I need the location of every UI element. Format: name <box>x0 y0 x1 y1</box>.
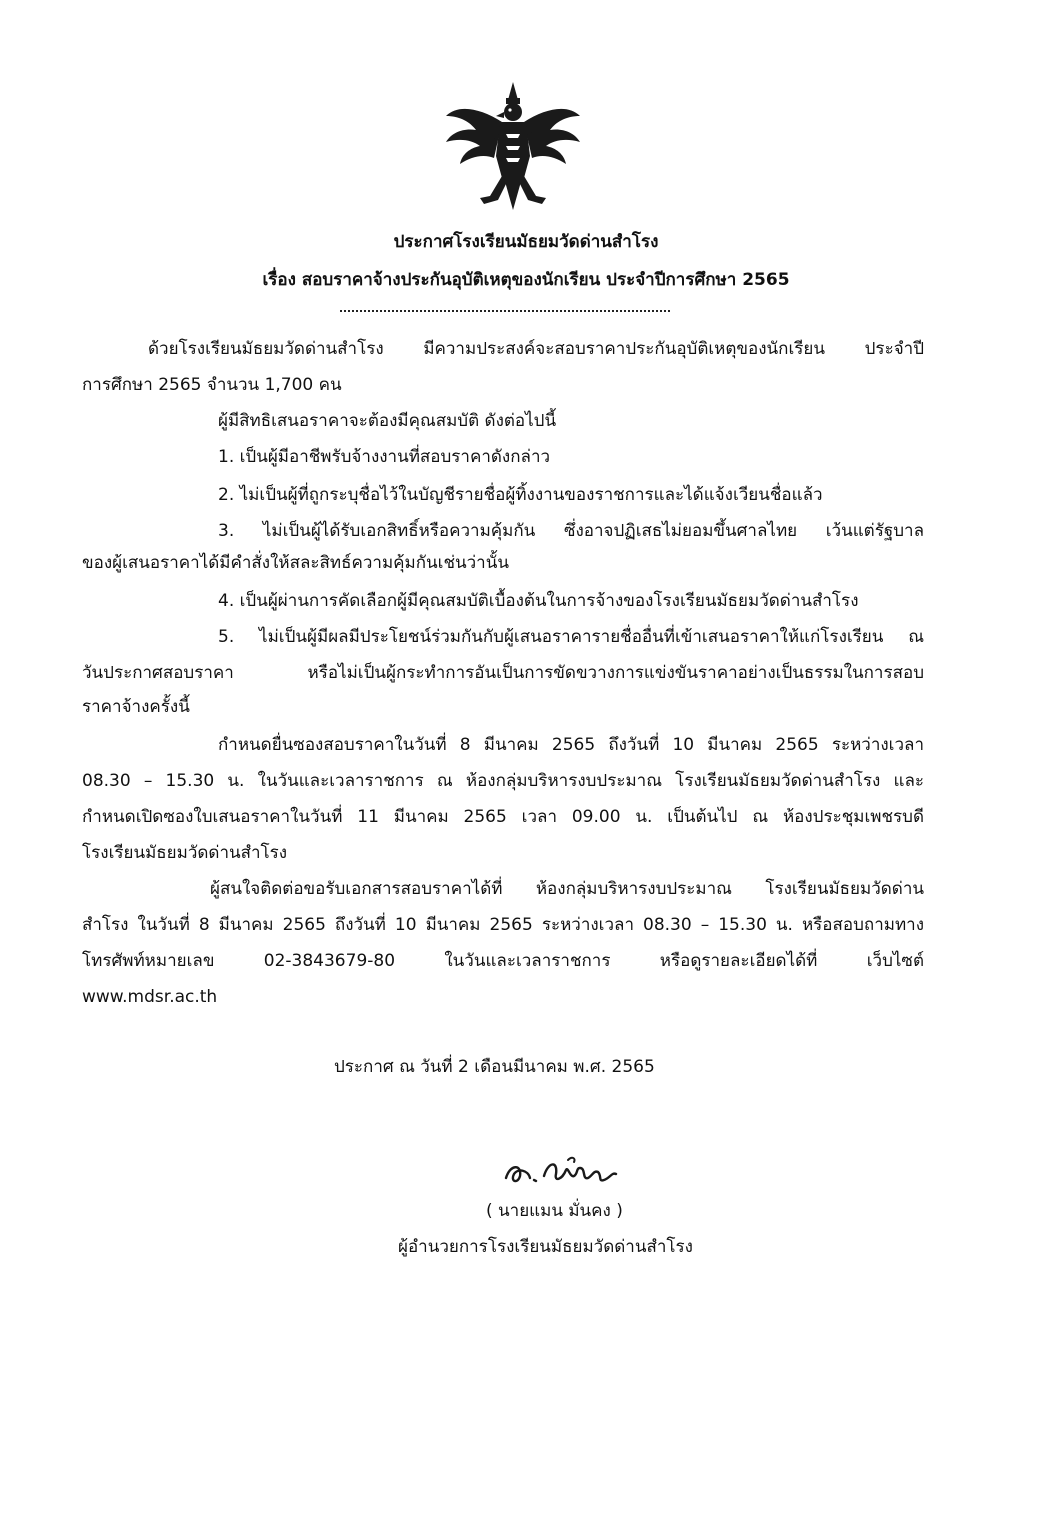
qualification-item-2: 2. ไม่เป็นผู้ที่ถูกระบุชื่อไว้ในบัญชีรายชื่อผู้ทิ้งงานของราชการและได้แจ้งเวียนชื่อแล้ว <box>218 485 823 505</box>
qualification-item-5-line-2: วันประกาศสอบราคา หรือไม่เป็นผู้กระทำการอันเป็นการขัดขวางการแข่งขันราคาอย่างเป็นธรรมในการสอบ <box>82 663 924 683</box>
signer-title: ผู้อำนวยการโรงเรียนมัธยมวัดด่านสำโรง <box>398 1237 693 1257</box>
website-link[interactable]: www.mdsr.ac.th <box>82 987 218 1007</box>
schedule-line-1: กำหนดยื่นซองสอบราคาในวันที่ 8 มีนาคม 2565 ถึงวันที่ 10 มีนาคม 2565 ระหว่างเวลา <box>218 735 924 755</box>
qualification-item-3-line-1: 3. ไม่เป็นผู้ได้รับเอกสิทธิ์หรือความคุ้มกัน ซึ่งอาจปฏิเสธไม่ยอมขึ้นศาลไทย เว้นแต่รัฐบาล <box>218 521 924 541</box>
qualification-item-4: 4. เป็นผู้ผ่านการคัดเลือกผู้มีคุณสมบัติเบื้องต้นในการจ้างของโรงเรียนมัธยมวัดด่านสำโรง <box>218 591 859 611</box>
signer-name: ( นายแมน มั่นคง ) <box>486 1201 623 1221</box>
contact-line-2: สำโรง ในวันที่ 8 มีนาคม 2565 ถึงวันที่ 10 มีนาคม 2565 ระหว่างเวลา 08.30 – 15.30 น. หรือสอบถามทาง <box>82 915 924 935</box>
signature-icon <box>500 1150 650 1190</box>
qualification-item-1: 1. เป็นผู้มีอาชีพรับจ้างงานที่สอบราคาดังกล่าว <box>218 447 551 467</box>
qualification-heading: ผู้มีสิทธิเสนอราคาจะต้องมีคุณสมบัติ ดังต่อไปนี้ <box>218 411 557 431</box>
intro-line-2: การศึกษา 2565 จำนวน 1,700 คน <box>82 375 342 395</box>
page-title: ประกาศโรงเรียนมัธยมวัดด่านสำโรง <box>393 232 659 252</box>
announcement-date: ประกาศ ณ วันที่ 2 เดือนมีนาคม พ.ศ. 2565 <box>334 1057 655 1077</box>
qualification-item-5-line-3: ราคาจ้างครั้งนี้ <box>82 697 190 717</box>
schedule-line-3: กำหนดเปิดซองใบเสนอราคาในวันที่ 11 มีนาคม 2565 เวลา 09.00 น. เป็นต้นไป ณ ห้องประชุมเพชรบดี <box>82 807 924 827</box>
schedule-line-4: โรงเรียนมัธยมวัดด่านสำโรง <box>82 843 288 863</box>
contact-line-1: ผู้สนใจติดต่อขอรับเอกสารสอบราคาได้ที่ ห้องกลุ่มบริหารงบประมาณ โรงเรียนมัธยมวัดด่าน <box>210 879 924 899</box>
separator <box>340 310 670 312</box>
qualification-item-5-line-1: 5. ไม่เป็นผู้มีผลมีประโยชน์ร่วมกันกับผู้เสนอราคารายชื่ออื่นที่เข้าเสนอราคาให้แก่โรงเรียน ณ <box>218 627 924 647</box>
intro-line-1: ด้วยโรงเรียนมัธยมวัดด่านสำโรง มีความประสงค์จะสอบราคาประกันอุบัติเหตุของนักเรียน ประจำปี <box>148 339 924 359</box>
contact-line-3: โทรศัพท์หมายเลข 02-3843679-80 ในวันและเวลาราชการ หรือดูรายละเอียดได้ที่ เว็บไซต์ <box>82 951 924 971</box>
qualification-item-3-line-2: ของผู้เสนอราคาได้มีคำสั่งให้สละสิทธ์ความคุ้มกันเช่นว่านั้น <box>82 553 509 573</box>
garuda-emblem-icon <box>440 78 586 214</box>
schedule-line-2: 08.30 – 15.30 น. ในวันและเวลาราชการ ณ ห้องกลุ่มบริหารงบประมาณ โรงเรียนมัธยมวัดด่านสำโรง และ <box>82 771 924 791</box>
subject-line: เรื่อง สอบราคาจ้างประกันอุบัติเหตุของนักเรียน ประจำปีการศึกษา 2565 <box>262 270 790 290</box>
